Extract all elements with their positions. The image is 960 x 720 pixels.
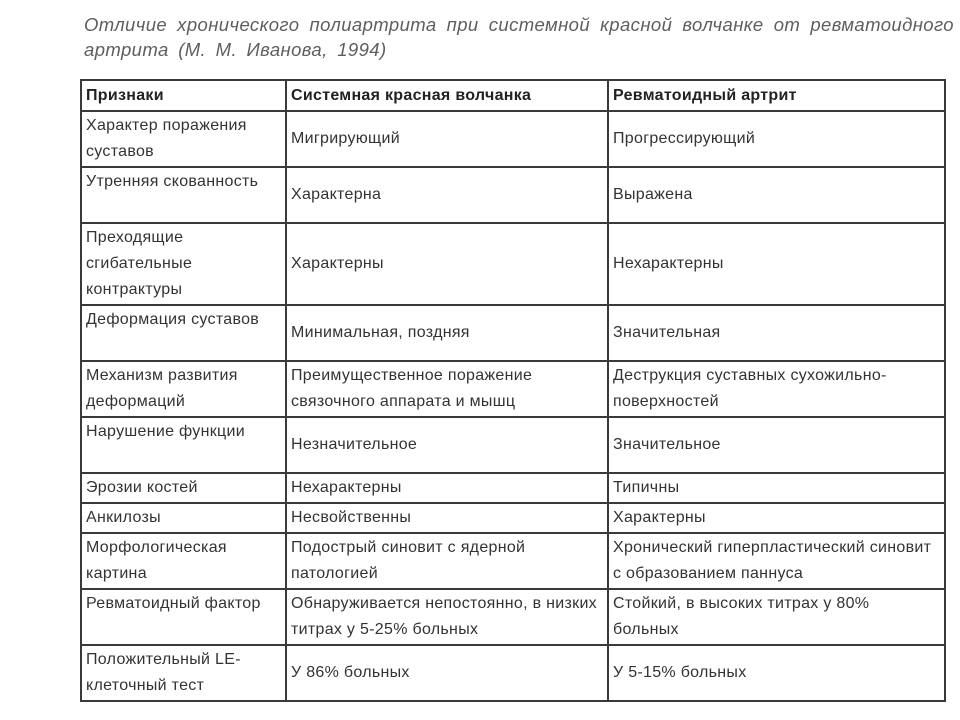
- sle-cell: Незначительное: [286, 417, 608, 473]
- feature-cell: Характер поражения суставов: [81, 111, 286, 167]
- ra-cell: Стойкий, в высоких титрах у 80% больных: [608, 589, 945, 645]
- table-row: [81, 533, 945, 589]
- sle-cell: У 86% больных: [286, 645, 608, 701]
- table-row: [81, 417, 945, 473]
- ra-cell: Значительное: [608, 417, 945, 473]
- feature-cell: Утренняя скованность: [81, 167, 286, 223]
- feature-cell: Деформация суставов: [81, 305, 286, 361]
- table-row: [81, 223, 945, 305]
- sle-cell: Подострый синовит с ядерной патологией: [286, 533, 608, 589]
- feature-cell: Нарушение функции: [81, 417, 286, 473]
- sle-cell: Характерна: [286, 167, 608, 223]
- feature-cell: Морфологическая картина: [81, 533, 286, 589]
- ra-cell: Хронический гиперпластический синовит с образованием паннуса: [608, 533, 945, 589]
- table-row: [81, 503, 945, 533]
- feature-cell: Эрозии костей: [81, 473, 286, 503]
- feature-cell: Положительный LE-клеточный тест: [81, 645, 286, 701]
- table-header-row: [81, 80, 945, 111]
- sle-cell: Нехарактерны: [286, 473, 608, 503]
- ra-cell: Деструкция суставных сухожильно-поверхностей: [608, 361, 945, 417]
- sle-cell: Преимущественное поражение связочного аппарата и мышц: [286, 361, 608, 417]
- sle-cell: Характерны: [286, 223, 608, 305]
- feature-cell: Преходящие сгибательные контрактуры: [81, 223, 286, 305]
- ra-cell: Типичны: [608, 473, 945, 503]
- ra-cell: Значительная: [608, 305, 945, 361]
- table-row: [81, 645, 945, 701]
- table-row: [81, 473, 945, 503]
- column-header-ra: Ревматоидный артрит: [608, 80, 945, 111]
- feature-cell: Механизм развития деформаций: [81, 361, 286, 417]
- sle-cell: Несвойственны: [286, 503, 608, 533]
- feature-cell: Ревматоидный фактор: [81, 589, 286, 645]
- table-row: [81, 111, 945, 167]
- table-row: [81, 589, 945, 645]
- table-row: [81, 305, 945, 361]
- ra-cell: Прогрессирующий: [608, 111, 945, 167]
- feature-cell: Анкилозы: [81, 503, 286, 533]
- ra-cell: Характерны: [608, 503, 945, 533]
- ra-cell: Выражена: [608, 167, 945, 223]
- sle-cell: Обнаруживается непостоянно, в низких титрах у 5-25% больных: [286, 589, 608, 645]
- table-row: [81, 361, 945, 417]
- table-caption: Отличие хронического полиартрита при системной красной волчанке от ревматоидного артрита (М. М. Иванова, 1994): [84, 14, 954, 60]
- ra-cell: У 5-15% больных: [608, 645, 945, 701]
- comparison-table: [80, 79, 946, 702]
- table-row: [81, 167, 945, 223]
- ra-cell: Нехарактерны: [608, 223, 945, 305]
- sle-cell: Мигрирующий: [286, 111, 608, 167]
- sle-cell: Минимальная, поздняя: [286, 305, 608, 361]
- column-header-sle: Системная красная волчанка: [286, 80, 608, 111]
- column-header-features: Признаки: [81, 80, 286, 111]
